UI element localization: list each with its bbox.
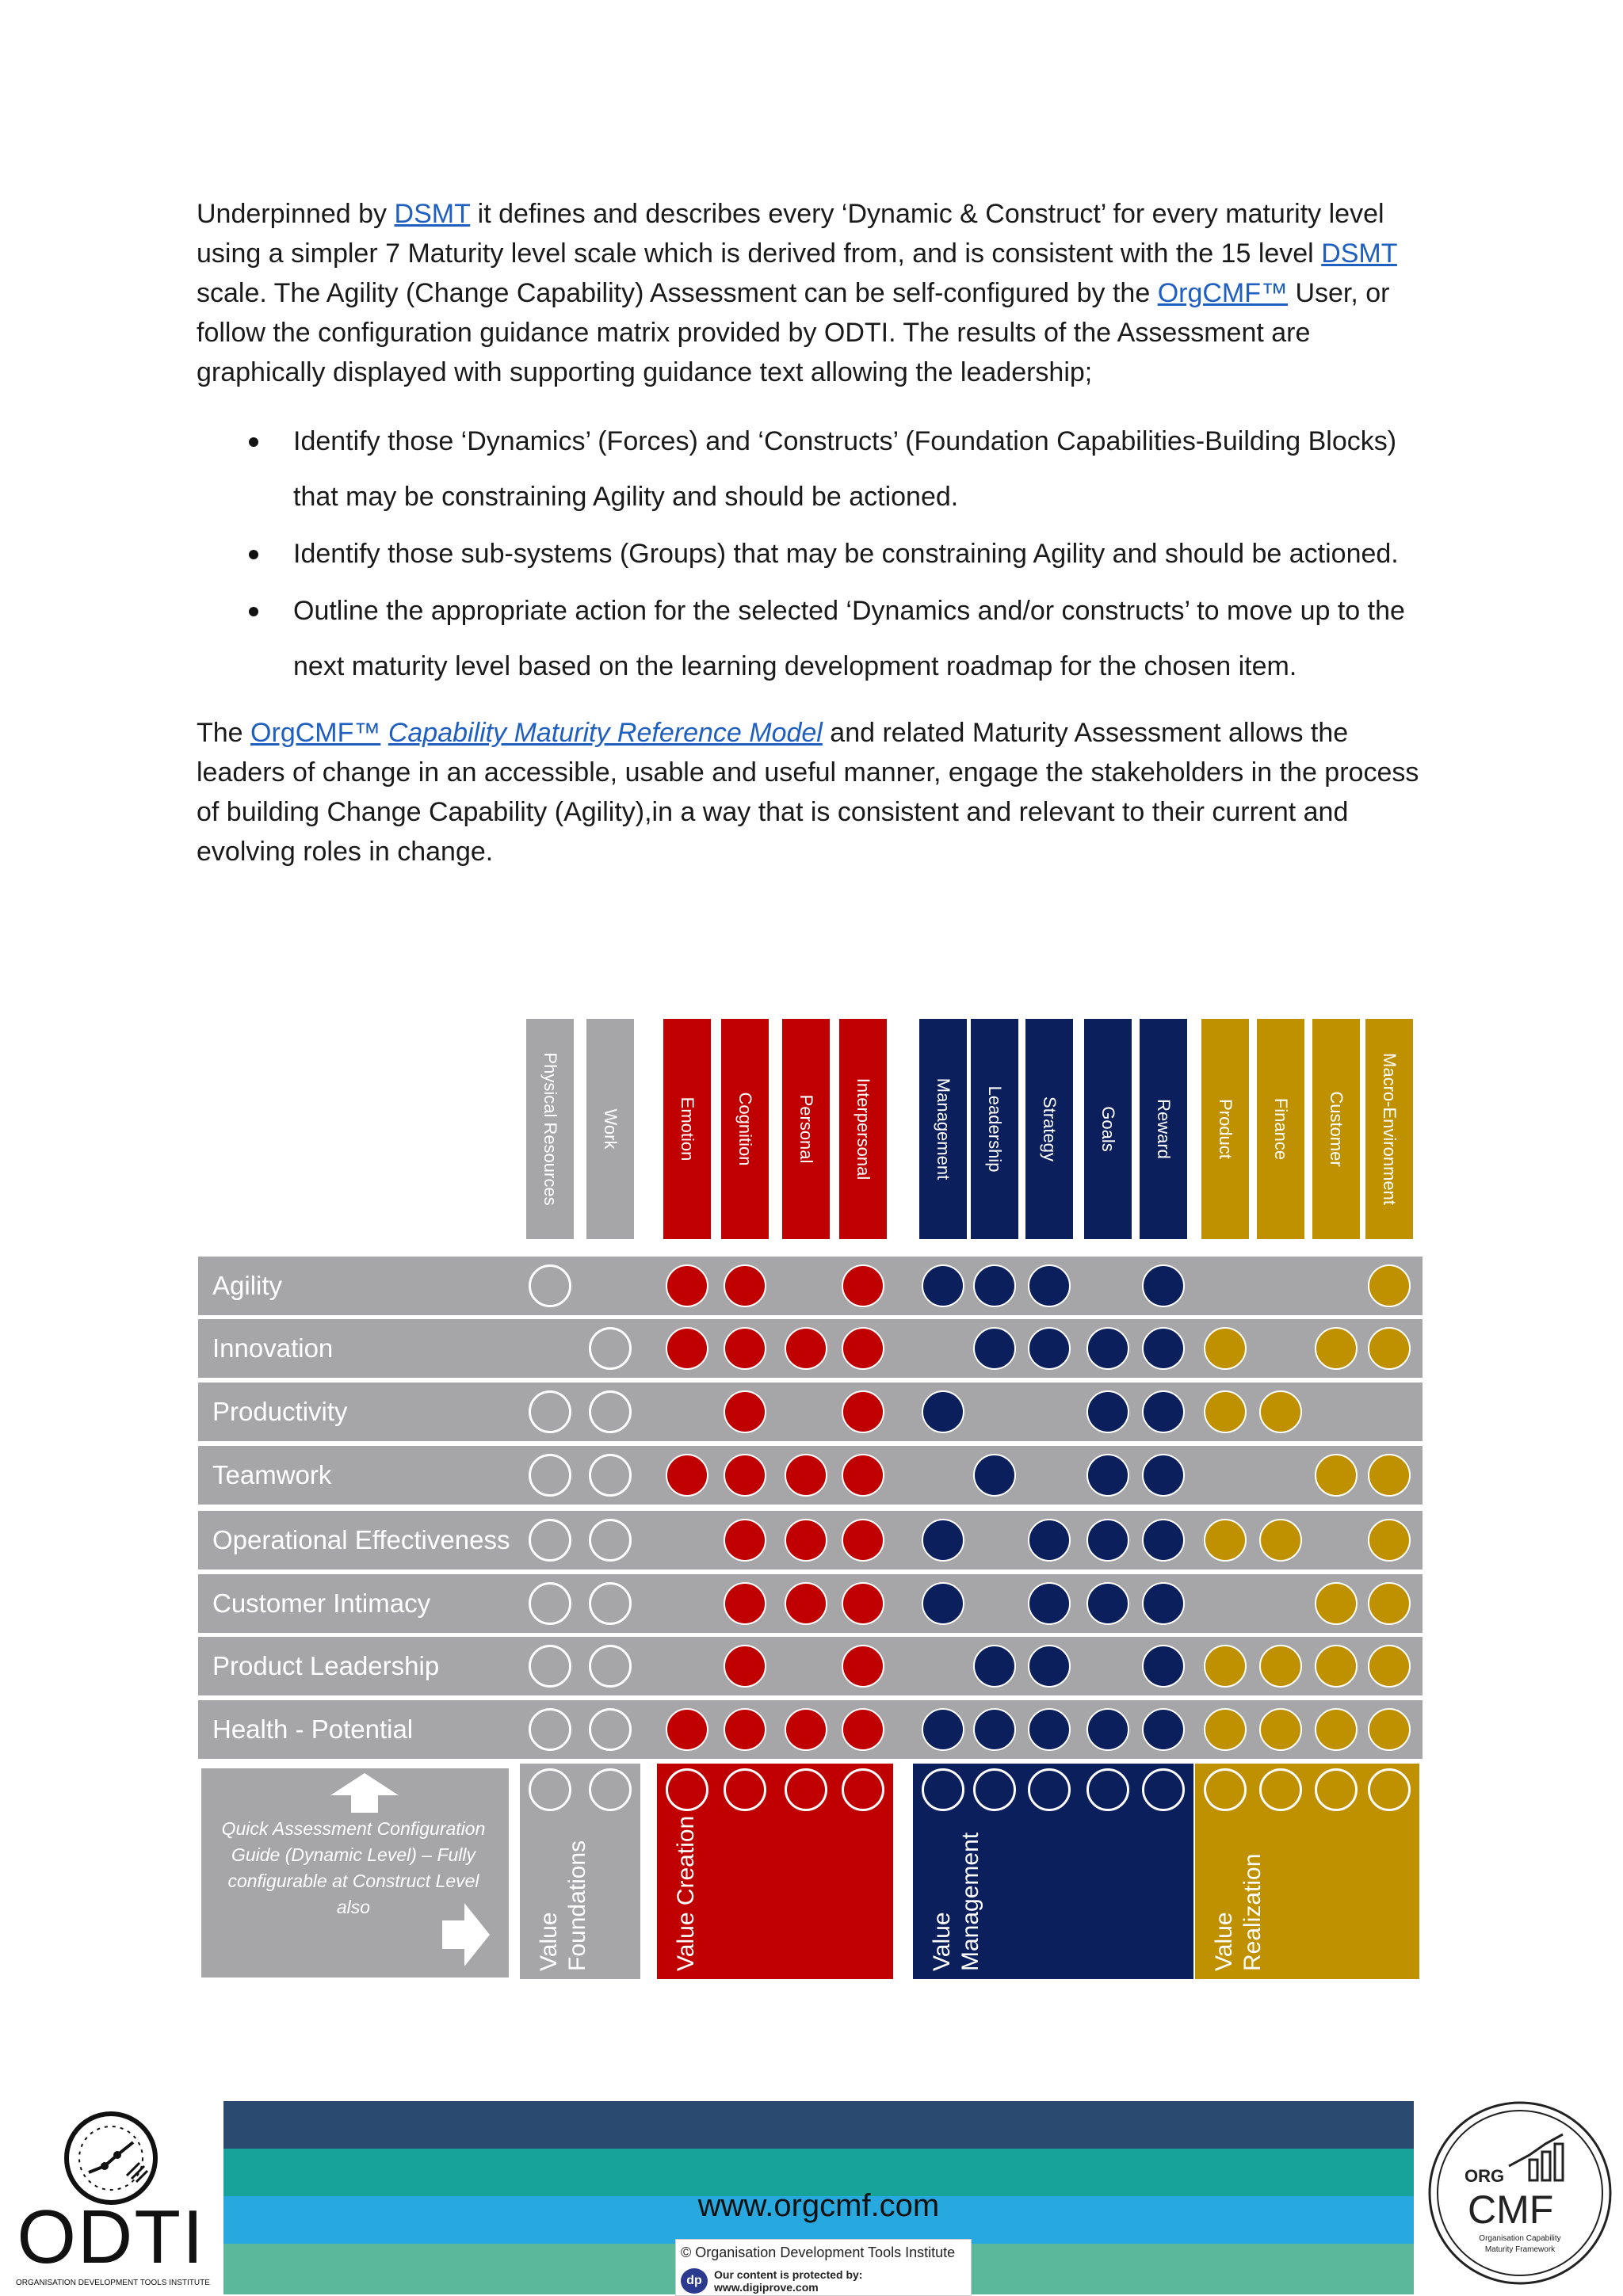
dynamic-marker-dot: [842, 1645, 884, 1688]
row-label: Productivity: [212, 1397, 348, 1426]
row-label: Teamwork: [212, 1460, 332, 1489]
dynamic-marker-dot: [842, 1390, 884, 1433]
odti-emblem-icon: [16, 2111, 206, 2206]
model-text-2: [380, 718, 388, 748]
dynamic-marker-dot: [589, 1454, 632, 1497]
column-header-label: Personal: [796, 1094, 816, 1164]
column-header: [919, 1019, 967, 1239]
column-header: [1201, 1019, 1249, 1239]
protected-text: Our content is protected by:: [714, 2268, 863, 2281]
group-empty-dot: [842, 1768, 884, 1811]
quick-assessment-guide: [201, 1768, 509, 1978]
model-text-3: and related Maturity Assessment allows the leaders of change in an accessible, usable and useful manner, engage the stakeholders in the process of building Change Capability (Agility),in a way that is consistent and relevant to their current and evolving roles in change.: [197, 718, 1419, 867]
bullet-item: [197, 414, 1449, 524]
column-header: [1365, 1019, 1413, 1239]
dynamic-marker-dot: [785, 1519, 827, 1562]
column-header: [1140, 1019, 1187, 1239]
bullet-dot-icon: [249, 437, 258, 447]
row-label: Customer Intimacy: [212, 1589, 431, 1618]
dynamic-marker-dot: [724, 1264, 766, 1307]
column-header: [1084, 1019, 1132, 1239]
dynamic-marker-dot: [529, 1519, 571, 1562]
dynamic-marker-dot: [842, 1708, 884, 1751]
column-header: [1312, 1019, 1360, 1239]
dynamic-marker-dot: [1028, 1264, 1071, 1307]
orgcmf-cmf-text: CMF: [1468, 2187, 1554, 2232]
dynamic-marker-dot: [922, 1708, 964, 1751]
column-header-label: Leadership: [985, 1085, 1005, 1173]
group-empty-dot: [1315, 1768, 1358, 1811]
dynamic-marker-dot: [1315, 1582, 1358, 1625]
dynamic-marker-dot: [1259, 1519, 1302, 1562]
dynamic-marker-dot: [1086, 1390, 1129, 1433]
dynamic-marker-dot: [724, 1327, 766, 1370]
dynamic-marker-dot: [1086, 1708, 1129, 1751]
dynamic-marker-dot: [973, 1645, 1016, 1688]
column-header-label: Finance: [1271, 1097, 1291, 1161]
column-header: [586, 1019, 634, 1239]
dynamic-marker-dot: [922, 1519, 964, 1562]
dynamic-marker-dot: [666, 1708, 708, 1751]
reference-model-link[interactable]: Capability Maturity Reference Model: [388, 718, 823, 748]
group-label: Value: [1211, 1912, 1237, 1971]
dynamic-marker-dot: [529, 1645, 571, 1688]
column-header: [971, 1019, 1018, 1239]
dynamic-marker-dot: [589, 1708, 632, 1751]
group-empty-dot: [973, 1768, 1016, 1811]
dsmt-link-1[interactable]: DSMT: [394, 199, 471, 229]
bullet-text: Outline the appropriate action for the selected ‘Dynamics and/or constructs’ to move up to the next maturity level based on the learning development roadmap for the chosen item.: [293, 596, 1405, 681]
column-header-label: Goals: [1098, 1106, 1118, 1152]
bullet-text: Identify those ‘Dynamics’ (Forces) and ‘Constructs’ (Foundation Capabilities-Building Blocks) that may be constraining Agility and should be actioned.: [293, 426, 1397, 512]
dsmt-link-2[interactable]: DSMT: [1321, 238, 1397, 269]
dynamic-marker-dot: [724, 1645, 766, 1688]
dynamic-marker-dot: [529, 1454, 571, 1497]
row-label: Innovation: [212, 1333, 334, 1363]
group-empty-dot: [1142, 1768, 1185, 1811]
dynamic-marker-dot: [1142, 1264, 1185, 1307]
dynamic-marker-dot: [842, 1519, 884, 1562]
column-header: [839, 1019, 887, 1239]
group-empty-dot: [785, 1768, 827, 1811]
dynamic-marker-dot: [724, 1454, 766, 1497]
dynamic-marker-dot: [529, 1582, 571, 1625]
dynamic-marker-dot: [1204, 1327, 1247, 1370]
intro-text-2: it defines and describes every ‘Dynamic & Construct’ for every maturity level using a simpler 7 Maturity level scale which is derived from, and is consistent with the 15 level: [197, 199, 1384, 269]
row-label: Operational Effectiveness: [212, 1525, 510, 1554]
intro-text-4: User, or follow the configuration guidance matrix provided by ODTI. The results of the Assessment are graphically displayed with supporting guidance text allowing the leadership;: [197, 278, 1390, 387]
dynamic-marker-dot: [922, 1582, 964, 1625]
dynamic-marker-dot: [666, 1327, 708, 1370]
model-text-1: The: [197, 718, 251, 748]
dynamic-marker-dot: [1086, 1582, 1129, 1625]
dynamic-marker-dot: [1368, 1519, 1411, 1562]
orgcmf-logo: [1426, 2100, 1613, 2286]
dynamic-marker-dot: [529, 1390, 571, 1433]
dynamic-marker-dot: [1204, 1708, 1247, 1751]
dynamic-marker-dot: [589, 1390, 632, 1433]
group-empty-dot: [589, 1768, 632, 1811]
odti-subtitle: ORGANISATION DEVELOPMENT TOOLS INSTITUTE: [16, 2279, 210, 2287]
column-header-label: Cognition: [735, 1092, 755, 1166]
group-empty-dot: [724, 1768, 766, 1811]
column-header-label: Strategy: [1040, 1097, 1060, 1161]
dynamic-marker-dot: [785, 1454, 827, 1497]
dynamic-marker-dot: [922, 1264, 964, 1307]
dynamic-marker-dot: [724, 1390, 766, 1433]
dynamic-marker-dot: [1142, 1582, 1185, 1625]
dynamic-marker-dot: [973, 1264, 1016, 1307]
column-header: [663, 1019, 711, 1239]
column-header-label: Interpersonal: [854, 1077, 873, 1180]
dynamic-marker-dot: [842, 1454, 884, 1497]
dynamic-marker-dot: [1086, 1327, 1129, 1370]
column-header-label: Macro-Environment: [1380, 1053, 1400, 1205]
bullet-dot-icon: [249, 550, 258, 559]
dynamic-marker-dot: [724, 1519, 766, 1562]
dynamic-marker-dot: [1315, 1645, 1358, 1688]
orgcmf-subtitle-1: Organisation Capability: [1479, 2234, 1561, 2243]
orgcmf-link[interactable]: OrgCMF™: [250, 718, 381, 748]
intro-paragraph: [197, 194, 1441, 392]
group-label: Value: [536, 1912, 562, 1971]
arrow-up-icon: [330, 1773, 399, 1813]
bullet-item: [197, 583, 1449, 694]
footer-band-1: [223, 2101, 1414, 2149]
dynamic-marker-dot: [589, 1519, 632, 1562]
dynamic-marker-dot: [529, 1264, 571, 1307]
digiprove-url[interactable]: www.digiprove.com: [714, 2281, 819, 2294]
dynamic-marker-dot: [1028, 1327, 1071, 1370]
group-label: Value Creation: [673, 1815, 699, 1971]
dynamic-marker-dot: [1028, 1645, 1071, 1688]
row-label: Health - Potential: [212, 1714, 414, 1744]
copyright-box: [675, 2239, 972, 2296]
dynamic-marker-dot: [589, 1327, 632, 1370]
dynamic-marker-dot: [1315, 1708, 1358, 1751]
dynamic-marker-dot: [842, 1264, 884, 1307]
odti-logo: [16, 2111, 210, 2294]
dynamic-marker-dot: [785, 1708, 827, 1751]
dynamic-marker-dot: [1259, 1390, 1302, 1433]
column-header: [526, 1019, 574, 1239]
dynamic-marker-dot: [1315, 1327, 1358, 1370]
column-header-label: Management: [934, 1077, 953, 1180]
arrow-right-icon: [442, 1903, 490, 1966]
dynamic-marker-dot: [1142, 1390, 1185, 1433]
dynamic-marker-dot: [973, 1327, 1016, 1370]
dynamic-marker-dot: [1142, 1454, 1185, 1497]
dynamic-marker-dot: [1368, 1327, 1411, 1370]
model-paragraph: [197, 713, 1441, 871]
column-header: [1025, 1019, 1073, 1239]
dynamic-marker-dot: [1086, 1519, 1129, 1562]
dynamic-marker-dot: [1142, 1645, 1185, 1688]
group-empty-dot: [666, 1768, 708, 1811]
group-label-second: Realization: [1239, 1853, 1266, 1971]
dynamic-marker-dot: [1142, 1327, 1185, 1370]
column-header: [782, 1019, 830, 1239]
dynamic-marker-dot: [589, 1645, 632, 1688]
dynamic-marker-dot: [1368, 1645, 1411, 1688]
bullet-dot-icon: [249, 607, 258, 616]
column-header: [1257, 1019, 1304, 1239]
dynamic-marker-dot: [1259, 1645, 1302, 1688]
dynamic-marker-dot: [1142, 1519, 1185, 1562]
bullet-item: [197, 526, 1449, 582]
dynamic-marker-dot: [529, 1708, 571, 1751]
dynamic-marker-dot: [785, 1327, 827, 1370]
dynamic-marker-dot: [922, 1390, 964, 1433]
group-empty-dot: [1204, 1768, 1247, 1811]
group-empty-dot: [1086, 1768, 1129, 1811]
group-empty-dot: [922, 1768, 964, 1811]
dynamic-marker-dot: [724, 1582, 766, 1625]
group-label: Value: [929, 1912, 955, 1971]
dynamic-marker-dot: [666, 1264, 708, 1307]
dynamic-marker-dot: [1368, 1454, 1411, 1497]
dynamic-marker-dot: [1204, 1645, 1247, 1688]
bullet-list: [197, 414, 1449, 694]
column-header-label: Customer: [1327, 1091, 1346, 1167]
row-label: Agility: [212, 1271, 283, 1300]
column-header-label: Emotion: [678, 1097, 697, 1161]
dynamic-marker-dot: [1315, 1454, 1358, 1497]
group-empty-dot: [529, 1768, 571, 1811]
group-label-second: Foundations: [564, 1840, 590, 1971]
column-header: [721, 1019, 769, 1239]
footer-url[interactable]: www.orgcmf.com: [697, 2188, 940, 2223]
copyright-text: © Organisation Development Tools Institute: [681, 2245, 956, 2260]
dynamic-marker-dot: [1368, 1708, 1411, 1751]
dynamic-marker-dot: [1028, 1708, 1071, 1751]
group-empty-dot: [1259, 1768, 1302, 1811]
dynamic-marker-dot: [973, 1454, 1016, 1497]
group-empty-dot: [1368, 1768, 1411, 1811]
dynamic-marker-dot: [1259, 1708, 1302, 1751]
intro-text-1: Underpinned by: [197, 199, 395, 229]
dynamic-marker-dot: [785, 1582, 827, 1625]
odti-wordmark: ODTI: [17, 2195, 205, 2279]
dynamic-marker-dot: [1204, 1390, 1247, 1433]
orgcmf-subtitle-2: Maturity Framework: [1484, 2245, 1556, 2254]
orgcmf-org-text: ORG: [1465, 2166, 1505, 2186]
bullet-text: Identify those sub-systems (Groups) that may be constraining Agility and should be actioned.: [293, 539, 1399, 569]
dynamic-marker-dot: [1142, 1708, 1185, 1751]
column-header-label: Work: [601, 1108, 621, 1150]
dynamic-marker-dot: [1368, 1264, 1411, 1307]
column-header-label: Product: [1216, 1099, 1235, 1159]
dynamic-marker-dot: [666, 1454, 708, 1497]
dynamic-marker-dot: [1368, 1582, 1411, 1625]
column-header-label: Physical Resources: [540, 1052, 560, 1206]
dynamic-marker-dot: [1028, 1519, 1071, 1562]
dynamic-marker-dot: [973, 1708, 1016, 1751]
row-label: Product Leadership: [212, 1651, 440, 1680]
guide-text: Quick Assessment Configuration Guide (Dynamic Level) – Fully configurable at Construct Level also: [221, 1818, 486, 1917]
dynamic-marker-dot: [724, 1708, 766, 1751]
dynamic-marker-dot: [1028, 1582, 1071, 1625]
dynamic-marker-dot: [589, 1582, 632, 1625]
dynamic-marker-dot: [1086, 1454, 1129, 1497]
group-label-second: Management: [957, 1832, 983, 1971]
group-empty-dot: [1028, 1768, 1071, 1811]
intro-text-3: scale. The Agility (Change Capability) Assessment can be self-configured by the: [197, 278, 1158, 308]
column-header-label: Reward: [1154, 1099, 1174, 1159]
dynamic-marker-dot: [842, 1582, 884, 1625]
orgcmf-link[interactable]: OrgCMF™: [1157, 278, 1289, 308]
digiprove-logo-icon: dp: [681, 2268, 708, 2294]
dynamic-marker-dot: [842, 1327, 884, 1370]
matrix-row: [198, 1257, 1423, 1315]
dynamic-marker-dot: [1204, 1519, 1247, 1562]
